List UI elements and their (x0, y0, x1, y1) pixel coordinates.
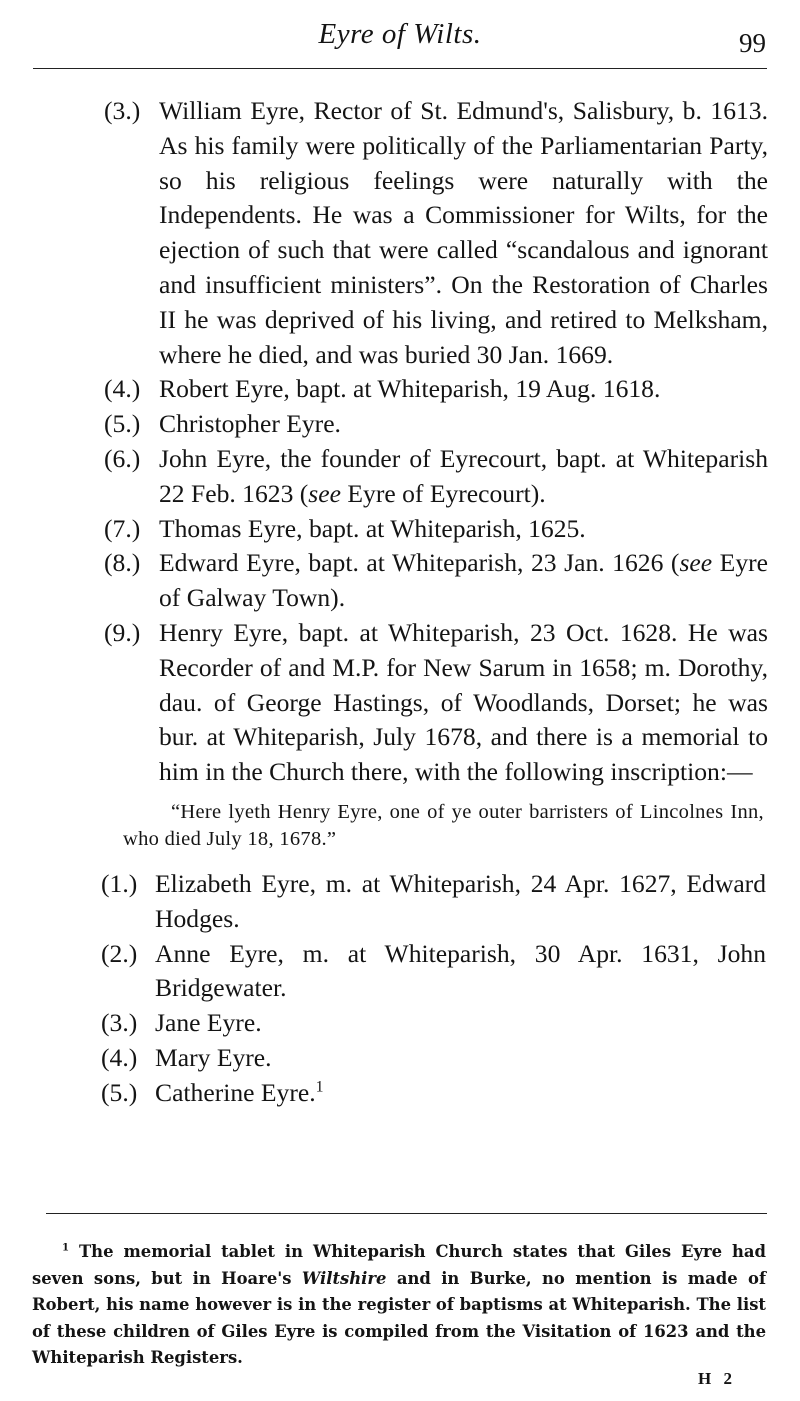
italic-text: see (308, 478, 341, 508)
entry-text (159, 442, 768, 512)
header-rule (33, 68, 767, 69)
entry-text (155, 1006, 766, 1041)
entry-number: (5.) (101, 1077, 138, 1107)
text-run: Mary Eyre. (155, 1042, 272, 1072)
entry-number: (1.) (101, 868, 138, 898)
text-run: The memorial tablet in Whiteparish Church states that Giles Eyre had seven sons, but in Hoare's (32, 1242, 766, 1288)
page-number: 99 (739, 28, 766, 58)
sons-list (0, 94, 800, 790)
son-entry (0, 616, 800, 790)
entry-number: (6.) (104, 443, 141, 473)
son-entry (0, 94, 800, 372)
text-run: and in Burke, no mention is made of Robert, his name however is in the register of baptisms at Whiteparish. The list of these children of Giles Eyre is compiled from the Visitation of 1623 and the Whiteparish Registers. (32, 1268, 766, 1367)
entry-text (159, 546, 768, 616)
son-entry (0, 512, 800, 547)
entry-text (155, 1076, 766, 1111)
text-run: Eyre of Eyrecourt). (340, 478, 546, 508)
entry-text (159, 616, 768, 790)
daughter-entry (0, 867, 800, 937)
entry-number: (3.) (104, 96, 141, 125)
text-run: Elizabeth Eyre, m. at Whiteparish, 24 Apr. 1627, Edward Hodges. (155, 868, 766, 933)
son-entry (0, 442, 800, 512)
footnote-marker: 1 (62, 1241, 70, 1254)
text-run: William Eyre, Rector of St. Edmund's, Salisbury, b. 1613. As his family were politically of the Parliamentarian Party, so his religious feelings were naturally with the Independents. He was a Commissioner for Wilts, for the ejection of such that were called “scandalous and ignorant and insufficient ministers”. On the Restoration of Charles II he was deprived of his living, and retired to Melksham, where he died, and was buried 30 Jan. 1669. (159, 96, 768, 369)
footnote (0, 1239, 800, 1372)
text-run: John Eyre, the founder of Eyrecourt, bapt. at Whiteparish 22 Feb. 1623 ( (159, 443, 768, 508)
footnote-rule (46, 1213, 767, 1214)
text-run: Anne Eyre, m. at Whiteparish, 30 Apr. 1631, John Bridgewater. (155, 938, 766, 1003)
entry-text (159, 512, 768, 547)
text-run: Eyre of Galway Town). (159, 548, 768, 613)
text-run: Christopher Eyre. (159, 409, 341, 439)
daughter-entry (0, 937, 800, 1007)
page-header (0, 0, 800, 70)
entry-text (155, 937, 766, 1007)
entry-number: (5.) (104, 409, 141, 439)
entry-number: (4.) (104, 374, 141, 404)
footnote-marker: 1 (315, 1078, 324, 1096)
son-entry (0, 372, 800, 407)
signature-mark: H 2 (698, 1369, 736, 1388)
son-entry (0, 546, 800, 616)
italic-text: Wiltshire (301, 1268, 387, 1288)
entry-number: (9.) (104, 617, 141, 647)
daughter-entry (0, 1041, 800, 1076)
entry-number: (4.) (101, 1042, 138, 1072)
entry-text (159, 407, 768, 442)
italic-text: see (679, 548, 713, 578)
entry-number: (7.) (104, 513, 141, 543)
son-entry (0, 407, 800, 442)
entry-text (155, 1041, 766, 1076)
daughter-entry (0, 1006, 800, 1041)
text-run: Thomas Eyre, bapt. at Whiteparish, 1625. (159, 513, 586, 543)
genealogy-entries (0, 94, 800, 1111)
entry-number: (8.) (104, 548, 141, 578)
entry-number: (2.) (101, 938, 138, 968)
text-run: Jane Eyre. (155, 1008, 262, 1038)
entry-text (155, 867, 766, 937)
daughter-entry (0, 1076, 800, 1111)
text-run: Henry Eyre, bapt. at Whiteparish, 23 Oct. 1628. He was Recorder of and M.P. for New Sarum in 1658; m. Dorothy, dau. of George Hastings, of Woodlands, Dorset; he was bur. at Whiteparish, July 1678, and there is a memorial to him in the Church there, with the following inscription:— (159, 617, 768, 787)
text-run: Robert Eyre, bapt. at Whiteparish, 19 Aug. 1618. (159, 374, 661, 404)
memorial-inscription: “Here lyeth Henry Eyre, one of ye outer barristers of Lincolnes Inn, who died July 18, 1678.” (123, 800, 764, 850)
entry-text (159, 372, 768, 407)
entry-text (159, 94, 768, 372)
footnote-text (32, 1239, 766, 1372)
daughters-list (0, 867, 800, 1111)
text-run: Catherine Eyre. (155, 1077, 316, 1107)
text-run: Edward Eyre, bapt. at Whiteparish, 23 Jan. 1626 ( (159, 548, 680, 578)
running-title: Eyre of Wilts. (318, 18, 482, 50)
entry-number: (3.) (101, 1008, 138, 1038)
